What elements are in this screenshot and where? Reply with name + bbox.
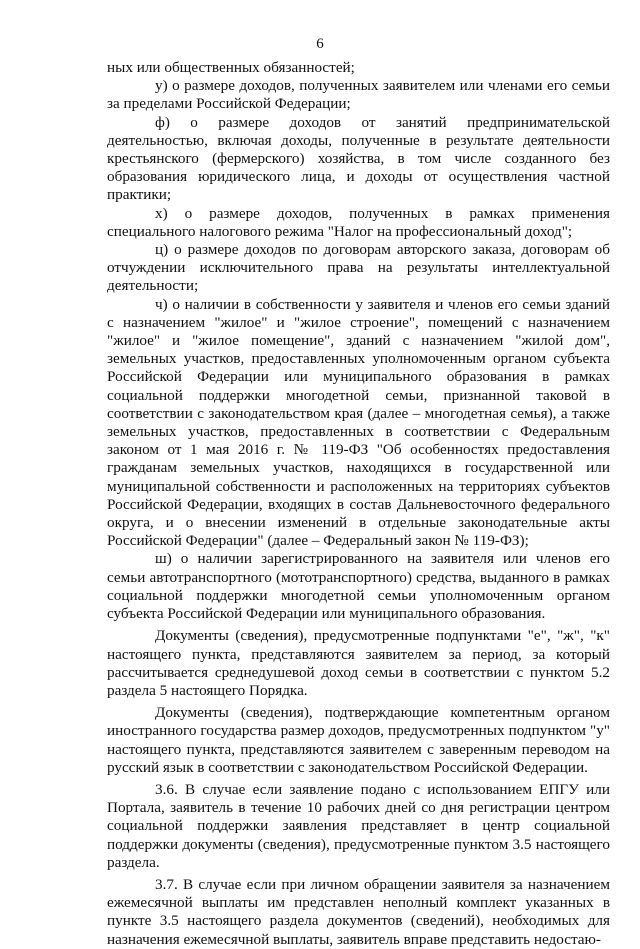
- page-number: 6: [316, 36, 324, 52]
- paragraph-item-ch: ч) о наличии в собственности у заявителя и членов его семьи зданий с назначением "жилое" и "жилое строение", помещений с назначением "жилое" и "жилое помещение", зданий с назначением "жилой дом", земельных участков, предоставленных уполномоченным органом субъекта Российской Федерации или муниципального образования в рамках социальной поддержки многодетной семьи, признанной таковой в соответствии с законодательством края (далее – многодетная семья), а также земельных участков, предоставленных в соответствии с Федеральным законом от 1 мая 2016 г. № 119-ФЗ "Об особенностях предоставления гражданам земельных участков, находящихся в государственной или муниципальной собственности и расположенных на территориях субъектов Российской Федерации, входящих в состав Дальневосточного федерального округа, и о внесении изменений в отдельные законодательные акты Российской Федерации" (далее – Федеральный закон № 119-ФЗ);: [107, 295, 610, 550]
- paragraph-item-ts: ц) о размере доходов по договорам авторского заказа, договорам об отчуждении исключительного права на результаты интеллектуальной деятельности;: [107, 241, 610, 295]
- paragraph-section-3-7: 3.7. В случае если при личном обращении заявителя за назначением ежемесячной выплаты им представлен неполный комплект указанных в пункте 3.5 настоящего раздела документов (сведений), необходимых для назначения ежемесячной выплаты, заявитель вправе представить недостаю-: [107, 875, 610, 948]
- paragraph-item-kh: х) о размере доходов, полученных в рамках применения специального налогового режима "Налог на профессиональный доход";: [107, 204, 610, 240]
- paragraph-documents-period: Документы (сведения), предусмотренные подпунктами "е", "ж", "к" настоящего пункта, представляются заявителем за период, за который рассчитывается среднедушевой доход семьи в соответствии с пунктом 5.2 раздела 5 настоящего Порядка.: [107, 627, 610, 699]
- paragraph-section-3-6: 3.6. В случае если заявление подано с использованием ЕПГУ или Портала, заявитель в течение 10 рабочих дней со дня регистрации центром социальной поддержки заявления представляет в центр социальной поддержки документы (сведения), предусмотренные пунктом 3.5 настоящего раздела.: [107, 780, 610, 871]
- document-body: [107, 59, 610, 949]
- paragraph-item-sh: ш) о наличии зарегистрированного на заявителя или членов его семьи автотранспортного (мототранспортного) средства, выданного в рамках социальной поддержки многодетной семьи уполномоченным органом субъекта Российской Федерации или муниципального образования.: [107, 550, 610, 623]
- paragraph-continuation: ных или общественных обязанностей;: [107, 59, 355, 76]
- paragraph-item-u: у) о размере доходов, полученных заявителем или членами его семьи за пределами Российской Федерации;: [107, 77, 610, 113]
- paragraph-documents-foreign: Документы (сведения), подтверждающие компетентным органом иностранного государства размер доходов, предусмотренных подпунктом "у" настоящего пункта, представляются заявителем с заверенным переводом на русский язык в соответствии с законодательством Российской Федерации.: [107, 704, 610, 776]
- paragraph-item-f: ф) о размере доходов от занятий предпринимательской деятельностью, включая доходы, полученные в результате деятельности крестьянского (фермерского) хозяйства, в том числе созданного без образования юридического лица, и доходы от осуществления частной практики;: [107, 113, 610, 204]
